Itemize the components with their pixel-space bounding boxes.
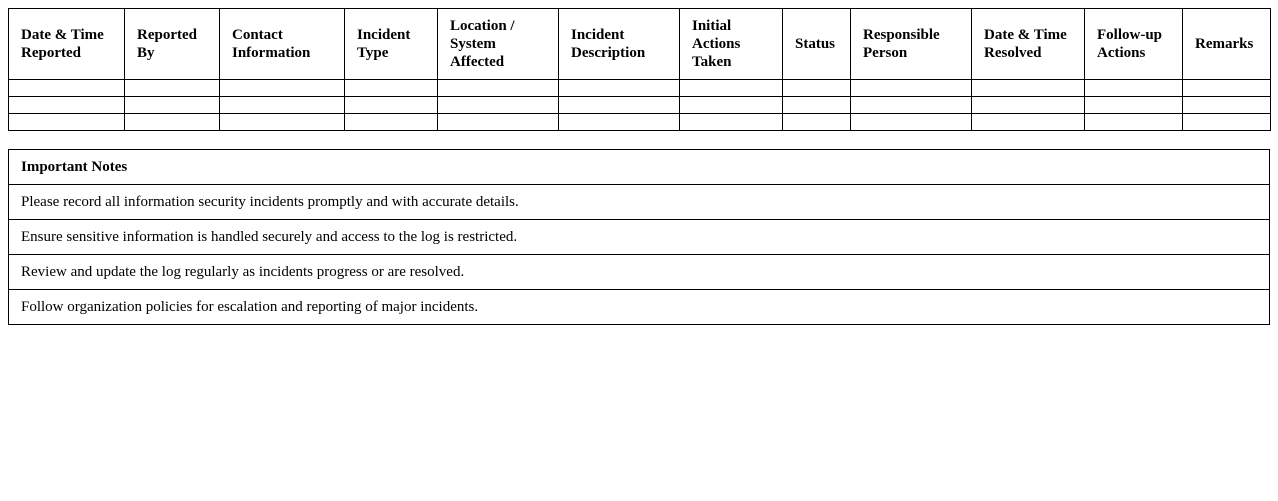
log-entry-cell[interactable]	[125, 114, 220, 131]
log-entry-cell[interactable]	[438, 114, 559, 131]
incident-log-table	[8, 8, 1271, 131]
notes-title-row	[9, 150, 1270, 185]
note-item: Review and update the log regularly as incidents progress or are resolved.	[9, 255, 1270, 290]
note-row	[9, 290, 1270, 325]
header-remarks: Remarks	[1183, 9, 1271, 80]
log-entry-cell[interactable]	[9, 114, 125, 131]
log-entry-row	[9, 80, 1271, 97]
log-entry-cell[interactable]	[125, 97, 220, 114]
note-row	[9, 220, 1270, 255]
note-item: Ensure sensitive information is handled securely and access to the log is restricted.	[9, 220, 1270, 255]
header-initial-actions-taken: Initial Actions Taken	[680, 9, 783, 80]
header-responsible-person: Responsible Person	[851, 9, 972, 80]
note-item: Follow organization policies for escalation and reporting of major incidents.	[9, 290, 1270, 325]
note-row	[9, 185, 1270, 220]
log-entry-cell[interactable]	[345, 80, 438, 97]
log-entry-row	[9, 97, 1271, 114]
header-incident-description: Incident Description	[559, 9, 680, 80]
log-entry-cell[interactable]	[972, 80, 1085, 97]
log-table-body	[9, 80, 1271, 131]
notes-title: Important Notes	[9, 150, 1270, 185]
log-entry-cell[interactable]	[1183, 114, 1271, 131]
log-entry-cell[interactable]	[1183, 97, 1271, 114]
header-contact-information: Contact Information	[220, 9, 345, 80]
log-entry-cell[interactable]	[220, 97, 345, 114]
log-entry-cell[interactable]	[125, 80, 220, 97]
header-date-time-reported: Date & Time Reported	[9, 9, 125, 80]
log-entry-cell[interactable]	[438, 80, 559, 97]
log-entry-cell[interactable]	[220, 80, 345, 97]
note-item: Please record all information security incidents promptly and with accurate details.	[9, 185, 1270, 220]
header-date-time-resolved: Date & Time Resolved	[972, 9, 1085, 80]
log-entry-cell[interactable]	[345, 97, 438, 114]
log-entry-cell[interactable]	[680, 80, 783, 97]
header-location-system-affected: Location / System Affected	[438, 9, 559, 80]
log-entry-cell[interactable]	[1085, 114, 1183, 131]
log-entry-cell[interactable]	[972, 114, 1085, 131]
header-follow-up-actions: Follow-up Actions	[1085, 9, 1183, 80]
log-entry-cell[interactable]	[680, 114, 783, 131]
header-incident-type: Incident Type	[345, 9, 438, 80]
note-row	[9, 255, 1270, 290]
log-entry-cell[interactable]	[1085, 80, 1183, 97]
log-entry-cell[interactable]	[559, 97, 680, 114]
log-entry-cell[interactable]	[851, 97, 972, 114]
log-entry-cell[interactable]	[972, 97, 1085, 114]
log-entry-row	[9, 114, 1271, 131]
header-status: Status	[783, 9, 851, 80]
log-entry-cell[interactable]	[680, 97, 783, 114]
log-entry-cell[interactable]	[851, 114, 972, 131]
log-entry-cell[interactable]	[783, 80, 851, 97]
log-entry-cell[interactable]	[345, 114, 438, 131]
important-notes-table	[8, 149, 1270, 325]
log-entry-cell[interactable]	[9, 97, 125, 114]
log-entry-cell[interactable]	[220, 114, 345, 131]
log-entry-cell[interactable]	[1085, 97, 1183, 114]
log-entry-cell[interactable]	[9, 80, 125, 97]
log-entry-cell[interactable]	[559, 80, 680, 97]
log-entry-cell[interactable]	[783, 97, 851, 114]
log-entry-cell[interactable]	[1183, 80, 1271, 97]
log-entry-cell[interactable]	[851, 80, 972, 97]
log-entry-cell[interactable]	[783, 114, 851, 131]
log-entry-cell[interactable]	[559, 114, 680, 131]
log-entry-cell[interactable]	[438, 97, 559, 114]
header-row	[9, 9, 1271, 80]
header-reported-by: Reported By	[125, 9, 220, 80]
